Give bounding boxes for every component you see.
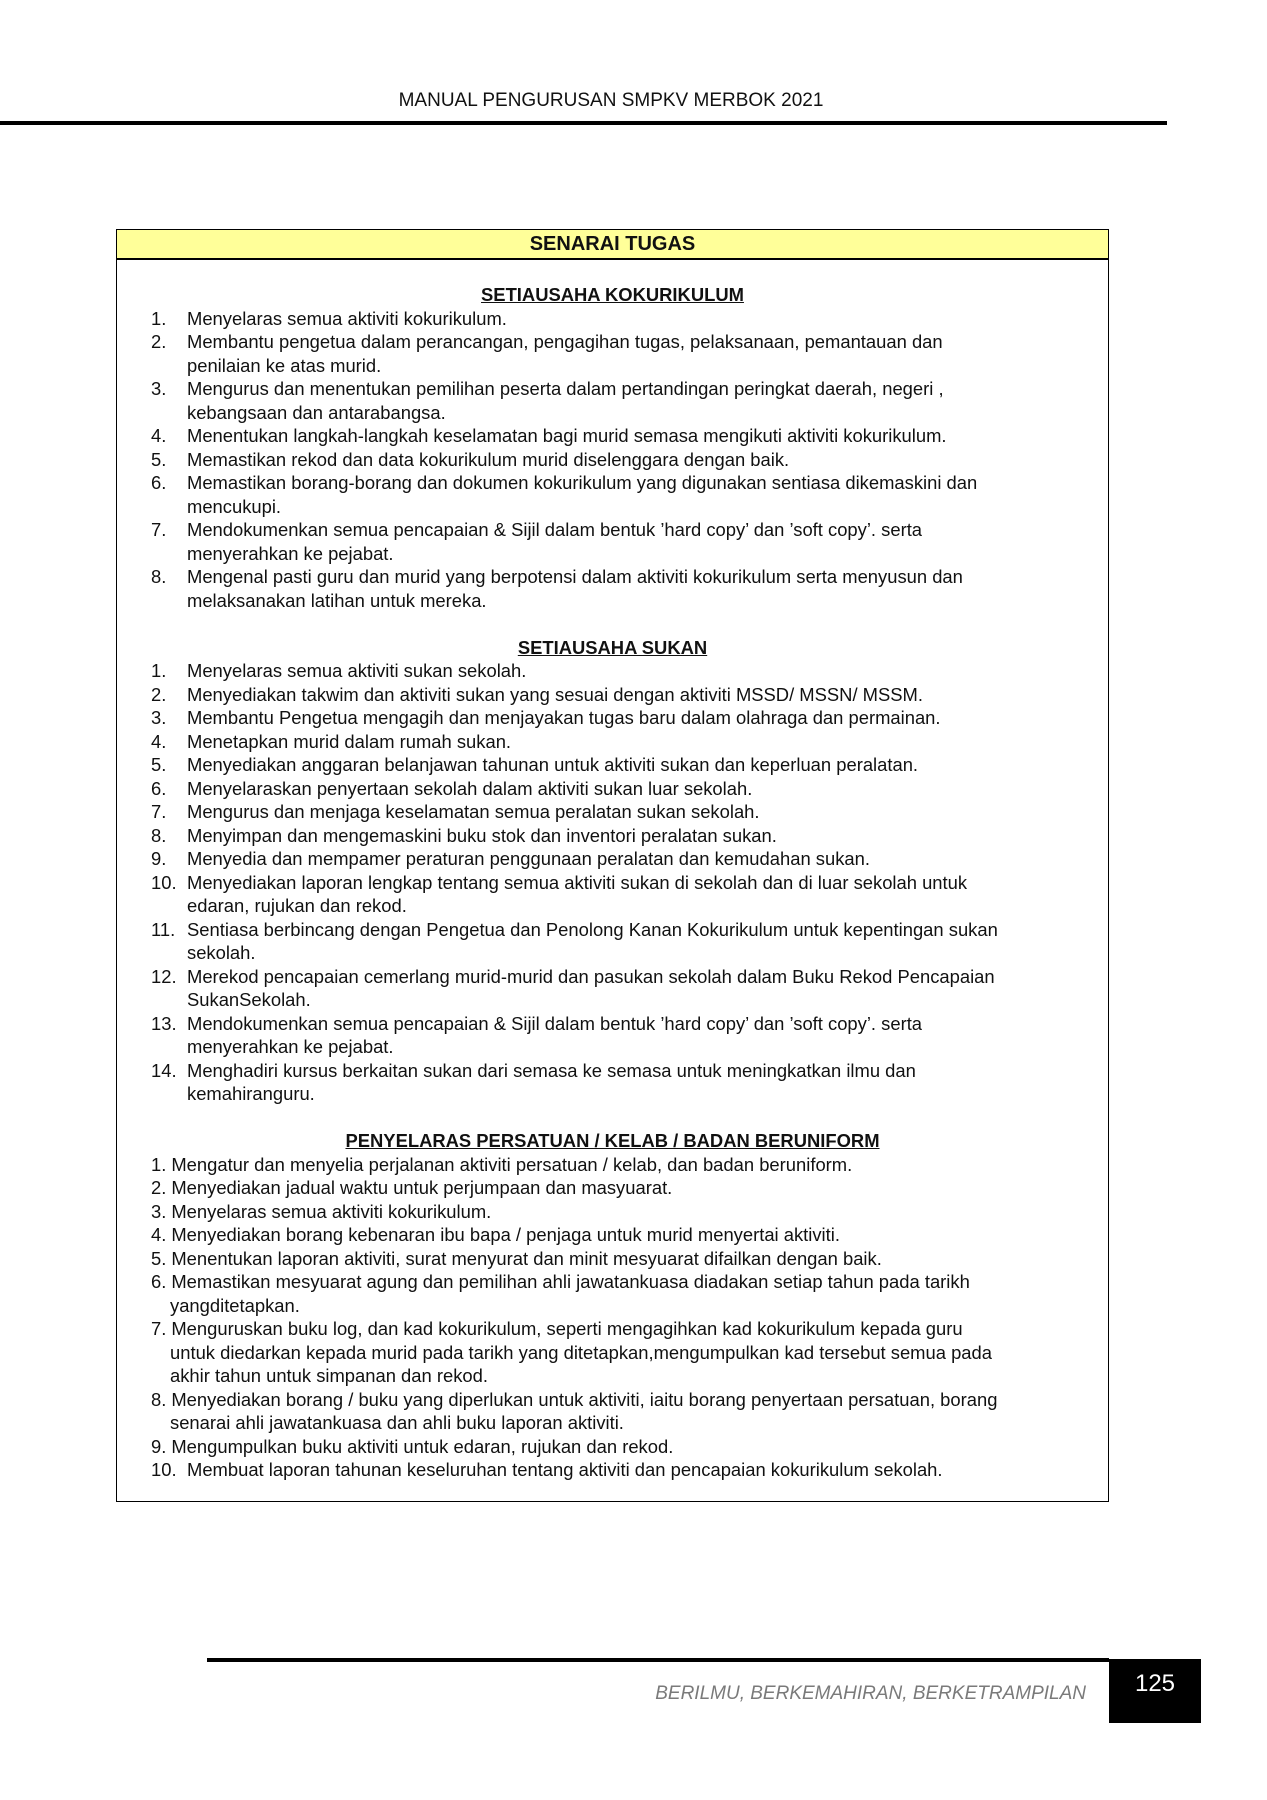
document-header-title: MANUAL PENGURUSAN SMPKV MERBOK 2021 [398, 90, 824, 111]
list-item-number: 6. [151, 472, 167, 493]
list-item [117, 777, 1108, 801]
list-item-text: Mengatur dan menyelia perjalanan aktiviti persatuan / kelab, dan badan beruniform. [171, 1153, 853, 1175]
list-item-number: 2. [151, 683, 167, 705]
list-item-text-line: Menyedia dan mempamer peraturan penggunaan peralatan dan kemudahan sukan. [187, 848, 870, 869]
list-item [117, 706, 1108, 730]
list-item-text-line: Mendokumenkan semua pencapaian & Sijil dalam bentuk ’hard copy’ dan ’soft copy’. serta [187, 519, 923, 540]
list-item-number: 10. [151, 1459, 177, 1480]
list-item-number: 8. [151, 566, 167, 587]
list-item-number: 4. [151, 730, 167, 752]
list-item-number: 6. [151, 1271, 167, 1292]
list-item-number: 14. [151, 1059, 177, 1081]
list-item [117, 659, 1108, 683]
list-item-number: 10. [151, 871, 177, 893]
list-item-number: 12. [151, 965, 177, 987]
list-item-text: Menguruskan buku log, dan kad kokurikulum, seperti mengagihkan kad kokurikulum kepada guru [171, 1318, 963, 1339]
list-item-text-line: menyerahkan ke pejabat. [187, 1036, 394, 1057]
list-item-text-line: Menghadiri kursus berkaitan sukan dari semasa ke semasa untuk meningkatkan ilmu dan [187, 1059, 916, 1081]
list-item [117, 847, 1108, 871]
list-item-number: 1. [151, 1153, 167, 1175]
section-title: SETIAUSAHA KOKURIKULUM [481, 284, 744, 305]
list-item [117, 1458, 1108, 1482]
list-item-text-line [151, 1176, 1108, 1200]
list-item-text-line [151, 1388, 1108, 1412]
list-item [117, 1012, 1108, 1059]
list-item-text-line: untuk diedarkan kepada murid pada tarikh yang ditetapkan,mengumpulkan kad tersebut semua pada [170, 1341, 992, 1363]
list-item [117, 377, 1108, 424]
list-item-number: 13. [151, 1012, 177, 1034]
list-item-text-line [151, 1200, 1108, 1224]
list-item [117, 1270, 1108, 1317]
list-item-text-line: Merekod pencapaian cemerlang murid-murid dan pasukan sekolah dalam Buku Rekod Pencapaian [187, 965, 995, 987]
box-title: SENARAI TUGAS [117, 230, 1108, 260]
list-item [117, 824, 1108, 848]
list-item [117, 565, 1108, 612]
list-item-text-line [151, 1317, 1108, 1341]
list-item-number: 2. [151, 331, 167, 352]
list-item [117, 471, 1108, 518]
list-item-text-line: edaran, rujukan dan rekod. [187, 895, 407, 916]
list-item-text-line: senarai ahli jawatankuasa dan ahli buku laporan aktiviti. [170, 1412, 624, 1433]
list-item-number: 4. [151, 425, 167, 446]
list-item-text-line: akhir tahun untuk simpanan dan rekod. [170, 1365, 488, 1386]
list-item-text: Memastikan mesyuarat agung dan pemilihan ahli jawatankuasa diadakan setiap tahun pada tarikh [171, 1271, 970, 1292]
list-item-text-line: Membuat laporan tahunan keseluruhan tentang aktiviti dan pencapaian kokurikulum sekolah. [187, 1459, 943, 1480]
list-item-text-line: Menyediakan laporan lengkap tentang semua aktiviti sukan di sekolah dan di luar sekolah untuk [187, 871, 968, 893]
list-item [117, 871, 1108, 918]
list-item-number: 1. [151, 307, 167, 329]
list-item-number: 8. [151, 824, 167, 846]
list-item-number: 7. [151, 801, 167, 822]
section-title: SETIAUSAHA SUKAN [517, 636, 708, 658]
list-item [117, 965, 1108, 1012]
section-title: PENYELARAS PERSATUAN / KELAB / BADAN BERUNIFORM [345, 1130, 880, 1151]
list-item-number: 7. [151, 519, 167, 540]
list-item-text-line: kebangsaan dan antarabangsa. [187, 401, 446, 423]
footer-motto: BERILMU, BERKEMAHIRAN, BERKETRAMPILAN [655, 1683, 1086, 1704]
list-item-text-line: Menyelaraskan penyertaan sekolah dalam aktiviti sukan luar sekolah. [187, 777, 753, 799]
list-item-text-line: melaksanakan latihan untuk mereka. [187, 589, 487, 611]
list-item [117, 1223, 1108, 1247]
duty-list-box [116, 229, 1109, 1502]
list-item-number: 5. [151, 448, 167, 470]
list-item-number: 3. [151, 378, 167, 399]
list-item [117, 307, 1108, 331]
list-item-number: 6. [151, 777, 167, 799]
list-item-number: 3. [151, 1200, 167, 1222]
list-item-number: 9. [151, 848, 167, 869]
list-item-text-line: Membantu pengetua dalam perancangan, pengagihan tugas, pelaksanaan, pemantauan dan [187, 331, 943, 352]
list-item-number: 3. [151, 707, 167, 728]
list-item-text-line: Mendokumenkan semua pencapaian & Sijil dalam bentuk ’hard copy’ dan ’soft copy’. serta [187, 1012, 923, 1034]
list-item-text-line: sekolah. [187, 942, 256, 963]
header-divider [0, 121, 1167, 125]
list-item-text: Menyediakan borang kebenaran ibu bapa / penjaga untuk murid menyertai aktiviti. [171, 1224, 840, 1245]
list-item [117, 1059, 1108, 1106]
list-item-text-line: Menyimpan dan mengemaskini buku stok dan inventori peralatan sukan. [187, 824, 777, 846]
list-item-text-line: Memastikan rekod dan data kokurikulum murid diselenggara dengan baik. [187, 448, 790, 470]
list-item-number: 7. [151, 1318, 167, 1339]
list-item-text-line [151, 1223, 1108, 1247]
list-item-number: 5. [151, 1247, 167, 1269]
list-item [117, 1153, 1108, 1177]
list-item-text-line [151, 1435, 1108, 1459]
section-spacer [117, 1106, 1108, 1130]
list-item [117, 753, 1108, 777]
list-item-text-line: kemahiranguru. [187, 1083, 315, 1104]
list-item [117, 730, 1108, 754]
list-item-text-line: Mengenal pasti guru dan murid yang berpotensi dalam aktiviti kokurikulum serta menyusun dan [187, 566, 963, 587]
list-item [117, 800, 1108, 824]
list-item-text-line: Menyelaras semua aktiviti kokurikulum. [187, 307, 507, 329]
page-number: 125 [1109, 1659, 1201, 1723]
list-item [117, 918, 1108, 965]
list-item-text-line: Menyediakan anggaran belanjawan tahunan untuk aktiviti sukan dan keperluan peralatan. [187, 754, 919, 775]
list-item-text-line: Menetapkan murid dalam rumah sukan. [187, 730, 512, 752]
list-item-text-line: Mengurus dan menentukan pemilihan peserta dalam pertandingan peringkat daerah, negeri , [187, 378, 944, 399]
list-item [117, 518, 1108, 565]
list-item-text: Menyediakan borang / buku yang diperlukan untuk aktiviti, iaitu borang penyertaan persatuan, borang [171, 1388, 998, 1410]
list-item [117, 1247, 1108, 1271]
list-item [117, 1388, 1108, 1435]
list-item [117, 1317, 1108, 1388]
list-item-text: Menyelaras semua aktiviti kokurikulum. [171, 1200, 492, 1222]
list-item-text-line: menyerahkan ke pejabat. [187, 542, 394, 564]
list-item-text-line: penilaian ke atas murid. [187, 354, 382, 376]
list-item [117, 1200, 1108, 1224]
list-item [117, 683, 1108, 707]
list-item-number: 1. [151, 660, 167, 681]
list-item-text-line: yangditetapkan. [170, 1294, 300, 1316]
list-item [117, 1435, 1108, 1459]
duty-list-content [117, 260, 1108, 1482]
list-item-text-line: Menentukan langkah-langkah keselamatan bagi murid semasa mengikuti aktiviti kokurikulum. [187, 425, 947, 446]
list-item-text-line: Menyediakan takwim dan aktiviti sukan yang sesuai dengan aktiviti MSSD/ MSSN/ MSSM. [187, 683, 923, 705]
list-item-text-line: Sentiasa berbincang dengan Pengetua dan Penolong Kanan Kokurikulum untuk kepentingan sukan [187, 918, 998, 940]
list-item [117, 424, 1108, 448]
list-item-number: 8. [151, 1388, 167, 1410]
list-item [117, 330, 1108, 377]
list-item-number: 4. [151, 1224, 167, 1245]
section-spacer [117, 612, 1108, 636]
list-item-number: 5. [151, 754, 167, 775]
list-item-text-line: Memastikan borang-borang dan dokumen kokurikulum yang digunakan sentiasa dikemaskini dan [187, 472, 978, 493]
list-item-text-line [151, 1270, 1108, 1294]
list-item-text-line: Membantu Pengetua mengagih dan menjayakan tugas baru dalam olahraga dan permainan. [187, 707, 941, 728]
list-item-text: Menentukan laporan aktiviti, surat menyurat dan minit mesyuarat difailkan dengan baik. [171, 1247, 882, 1269]
list-item-text: Mengumpulkan buku aktiviti untuk edaran, rujukan dan rekod. [171, 1435, 674, 1457]
list-item [117, 1176, 1108, 1200]
list-item-text: Menyediakan jadual waktu untuk perjumpaan dan masyuarat. [171, 1177, 673, 1198]
list-item-number: 11. [151, 918, 176, 940]
list-item-number: 9. [151, 1435, 167, 1457]
list-item-text-line [151, 1153, 1108, 1177]
list-item-text-line [151, 1247, 1108, 1271]
footer-divider [207, 1658, 1109, 1662]
list-item-text-line: SukanSekolah. [187, 989, 311, 1010]
list-item-text-line: Mengurus dan menjaga keselamatan semua peralatan sukan sekolah. [187, 801, 760, 822]
list-item-text-line: Menyelaras semua aktiviti sukan sekolah. [187, 660, 527, 681]
list-item-text-line: mencukupi. [187, 495, 282, 517]
list-item-number: 2. [151, 1177, 167, 1198]
list-item [117, 448, 1108, 472]
